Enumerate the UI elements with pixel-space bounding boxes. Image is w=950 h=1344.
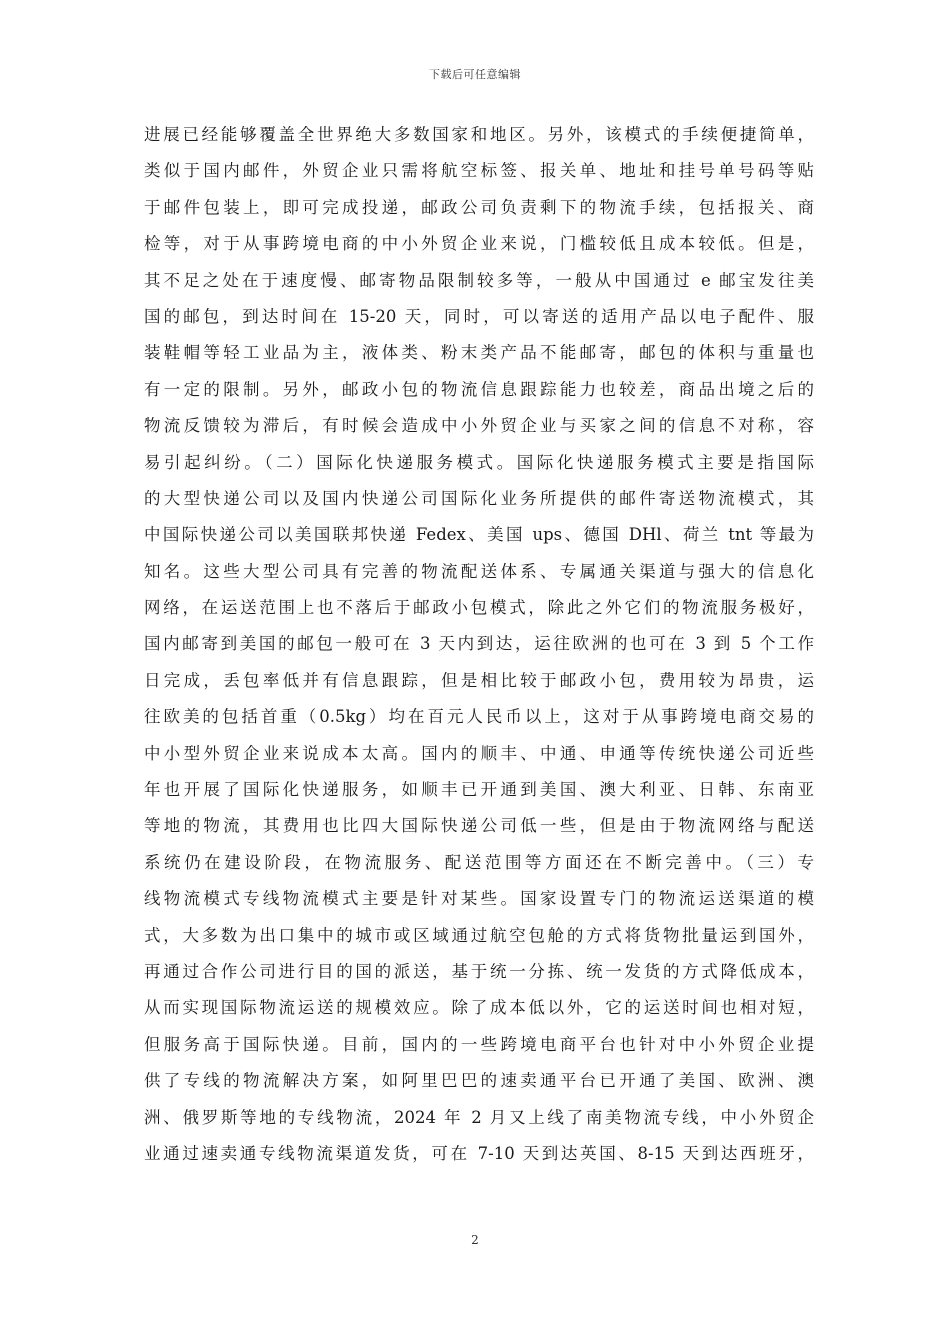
text-line: 系统仍在建设阶段，在物流服务、配送范围等方面还在不断完善中。（三）专 [144,852,814,872]
text-line: 于邮件包装上，即可完成投递，邮政公司负责剩下的物流手续，包括报关、商 [144,197,814,217]
text-line: 国的邮包，到达时间在 15-20 天，同时，可以寄送的适用产品以电子配件、服 [144,306,814,326]
text-line: 网络，在运送范围上也不落后于邮政小包模式，除此之外它们的物流服务极好， [144,598,814,618]
text-line: 有一定的限制。另外，邮政小包的物流信息跟踪能力也较差，商品出境之后的 [144,379,814,399]
text-line: 等地的物流，其费用也比四大国际快递公司低一些，但是由于物流网络与配送 [144,816,814,836]
document-body [144,117,814,1172]
page-number: 2 [471,1233,479,1247]
text-line: 日完成，丢包率低并有信息跟踪，但是相比较于邮政小包，费用较为昂贵，运 [144,670,814,690]
text-line: 的大型快递公司以及国内快递公司国际化业务所提供的邮件寄送物流模式，其 [144,488,814,508]
text-line: 装鞋帽等轻工业品为主，液体类、粉末类产品不能邮寄，邮包的体积与重量也 [144,343,814,363]
text-line: 年也开展了国际化快递服务，如顺丰已开通到美国、澳大利亚、日韩、东南亚 [144,780,814,800]
text-line: 知名。这些大型公司具有完善的物流配送体系、专属通关渠道与强大的信息化 [144,561,814,581]
text-line: 但服务高于国际快递。目前，国内的一些跨境电商平台也针对中小外贸企业提 [144,1034,814,1054]
text-line: 再通过合作公司进行目的国的派送，基于统一分拣、统一发货的方式降低成本， [144,961,814,981]
text-line: 国内邮寄到美国的邮包一般可在 3 天内到达，运往欧洲的也可在 3 到 5 个工作 [144,634,814,654]
text-line: 中小型外贸企业来说成本太高。国内的顺丰、中通、申通等传统快递公司近些 [144,743,814,763]
text-line: 进展已经能够覆盖全世界绝大多数国家和地区。另外，该模式的手续便捷简单， [144,125,814,144]
text-line: 线物流模式专线物流模式主要是针对某些。国家设置专门的物流运送渠道的模 [144,889,814,909]
text-line: 洲、俄罗斯等地的专线物流，2024 年 2 月又上线了南美物流专线，中小外贸企 [144,1107,814,1127]
text-line: 业通过速卖通专线物流渠道发货，可在 7-10 天到达英国、8-15 天到达西班牙， [144,1143,814,1163]
text-line: 检等，对于从事跨境电商的中小外贸企业来说，门槛较低且成本较低。但是， [144,234,814,254]
text-line: 其不足之处在于速度慢、邮寄物品限制较多等，一般从中国通过 e 邮宝发往美 [144,270,814,290]
text-line: 类似于国内邮件，外贸企业只需将航空标签、报关单、地址和挂号单号码等贴 [144,161,814,181]
text-line: 供了专线的物流解决方案，如阿里巴巴的速卖通平台已开通了美国、欧洲、澳 [144,1071,814,1091]
text-line: 往欧美的包括首重（0.5kg）均在百元人民币以上，这对于从事跨境电商交易的 [144,707,814,727]
text-line: 物流反馈较为滞后，有时候会造成中小外贸企业与买家之间的信息不对称，容 [144,416,814,436]
text-line: 式，大多数为出口集中的城市或区域通过航空包舱的方式将货物批量运到国外， [144,925,814,945]
text-line: 从而实现国际物流运送的规模效应。除了成本低以外，它的运送时间也相对短， [144,998,814,1018]
text-line: 中国际快递公司以美国联邦快递 Fedex、美国 ups、德国 DHl、荷兰 tnt 等最为 [144,525,814,545]
text-line: 易引起纠纷。（二）国际化快递服务模式。国际化快递服务模式主要是指国际 [144,452,814,472]
page-header-note: 下载后可任意编辑 [429,68,521,81]
